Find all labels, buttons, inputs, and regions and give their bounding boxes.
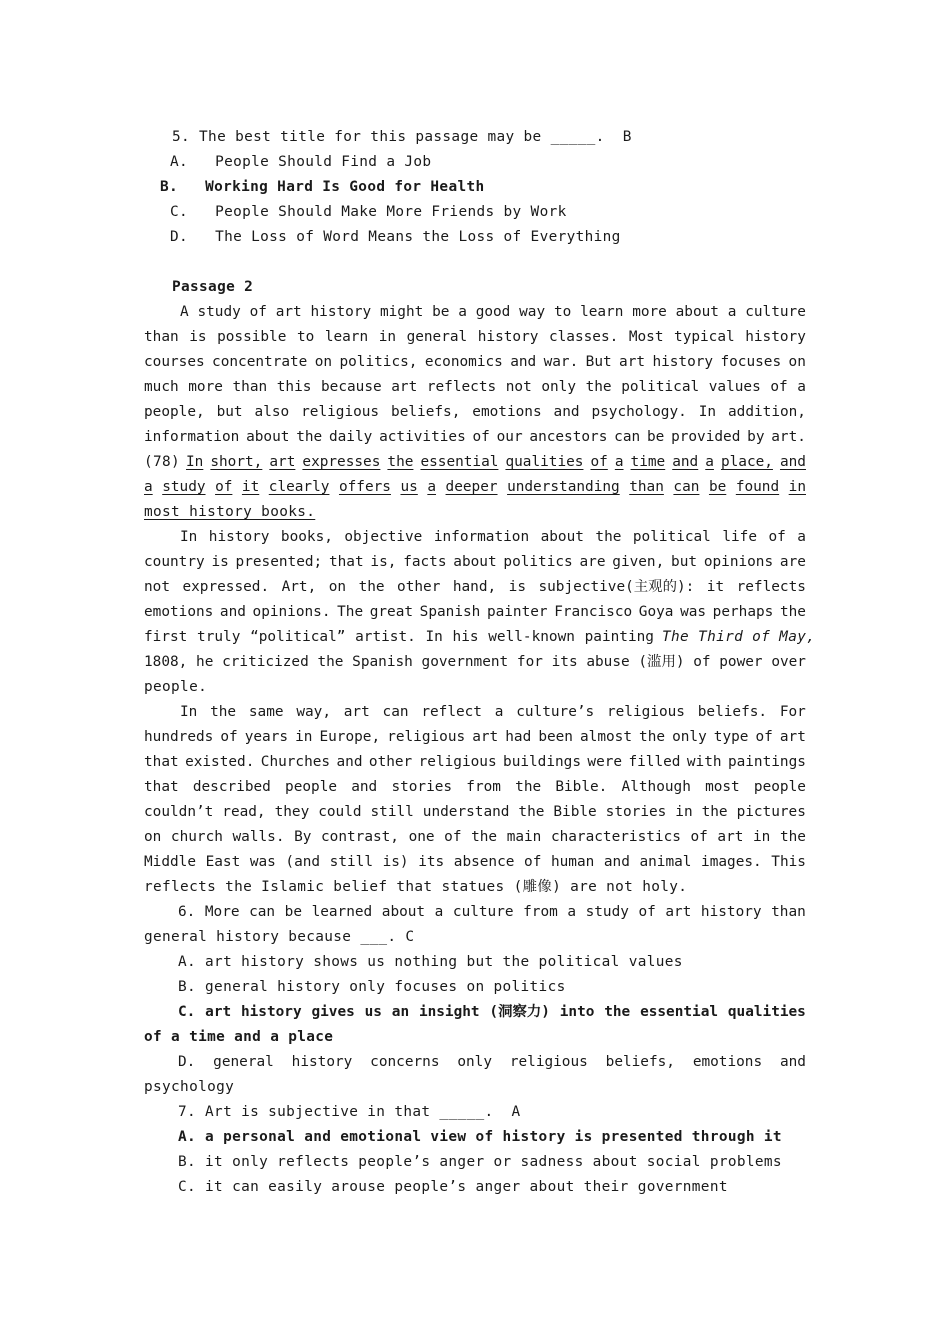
paragraph-line: country is presented; that is, facts about politics are given, but opinions are <box>144 554 806 570</box>
paragraph-line: A study of art history might be a good way to learn more about a culture <box>180 304 806 320</box>
paragraph-line: In history books, objective information about the political life of a <box>180 529 806 545</box>
q7-option-a-answer: A. a personal and emotional view of history is presented through it <box>178 1129 782 1145</box>
paragraph-line: not expressed. Art, on the other hand, is subjective(主观的): it reflects <box>144 579 806 595</box>
q5-option-a: A. People Should Find a Job <box>170 154 432 170</box>
paragraph-line: than is possible to learn in general history classes. Most typical history <box>144 329 806 345</box>
underlined-sentence-line: a study of it clearly offers us a deeper understanding than can be found in <box>144 479 806 495</box>
q7-option-c: C. it can easily arouse people’s anger about their government <box>178 1179 728 1195</box>
paragraph-line: Middle East was (and still is) its absence of human and animal images. This <box>144 854 806 870</box>
q5-option-d: D. The Loss of Word Means the Loss of Everything <box>170 229 621 245</box>
painting-title: The Third of May, <box>662 629 816 645</box>
q6-option-c-answer-continued: of a time and a place <box>144 1029 334 1045</box>
paragraph-line: on church walls. By contrast, one of the main characteristics of art in the <box>144 829 806 845</box>
paragraph-line: emotions and opinions. The great Spanish painter Francisco Goya was perhaps the <box>144 604 806 620</box>
q7-option-b: B. it only reflects people’s anger or sadness about social problems <box>178 1154 782 1170</box>
q5-stem: 5. The best title for this passage may be _____. B <box>172 129 632 145</box>
paragraph-line: people, but also religious beliefs, emotions and psychology. In addition, <box>144 404 806 420</box>
paragraph-line: first truly “political” artist. In his well-known painting <box>144 629 654 645</box>
passage-title: Passage 2 <box>172 279 254 295</box>
q6-stem-continued: general history because ___. C <box>144 929 415 945</box>
paragraph-line: that described people and stories from the Bible. Although most people <box>144 779 806 795</box>
paragraph-line: In the same way, art can reflect a culture’s religious beliefs. For <box>180 704 806 720</box>
q5-option-c: C. People Should Make More Friends by Work <box>170 204 567 220</box>
paragraph-line: 1808, he criticized the Spanish government for its abuse (滥用) of power over <box>144 654 806 670</box>
q7-stem: 7. Art is subjective in that _____. A <box>178 1104 521 1120</box>
translation-marker: (78) <box>144 454 190 470</box>
q5-option-b-answer: B. Working Hard Is Good for Health <box>160 179 485 195</box>
paragraph-line: much more than this because art reflects not only the political values of a <box>144 379 806 395</box>
q6-option-a: A. art history shows us nothing but the political values <box>178 954 683 970</box>
q6-option-d-continued: psychology <box>144 1079 235 1095</box>
q6-stem: 6. More can be learned about a culture from a study of art history than <box>178 904 806 920</box>
paragraph-line: information about the daily activities of our ancestors can be provided by art. <box>144 429 806 445</box>
paragraph-line: hundreds of years in Europe, religious art had been almost the only type of art <box>144 729 806 745</box>
underlined-sentence-line: most history books. <box>144 504 316 520</box>
q6-option-d: D. general history concerns only religious beliefs, emotions and <box>178 1054 806 1070</box>
paragraph-line: people. <box>144 679 208 695</box>
paragraph-line: courses concentrate on politics, economics and war. But art history focuses on <box>144 354 806 370</box>
underlined-sentence-line: In short, art expresses the essential qualities of a time and a place, and <box>186 454 806 470</box>
paragraph-line: couldn’t read, they could still understand the Bible stories in the pictures <box>144 804 806 820</box>
paragraph-line: that existed. Churches and other religious buildings were filled with paintings <box>144 754 806 770</box>
paragraph-line: reflects the Islamic belief that statues (雕像) are not holy. <box>144 879 688 895</box>
q6-option-c-answer: C. art history gives us an insight (洞察力) into the essential qualities <box>178 1004 806 1020</box>
q6-option-b: B. general history only focuses on politics <box>178 979 566 995</box>
